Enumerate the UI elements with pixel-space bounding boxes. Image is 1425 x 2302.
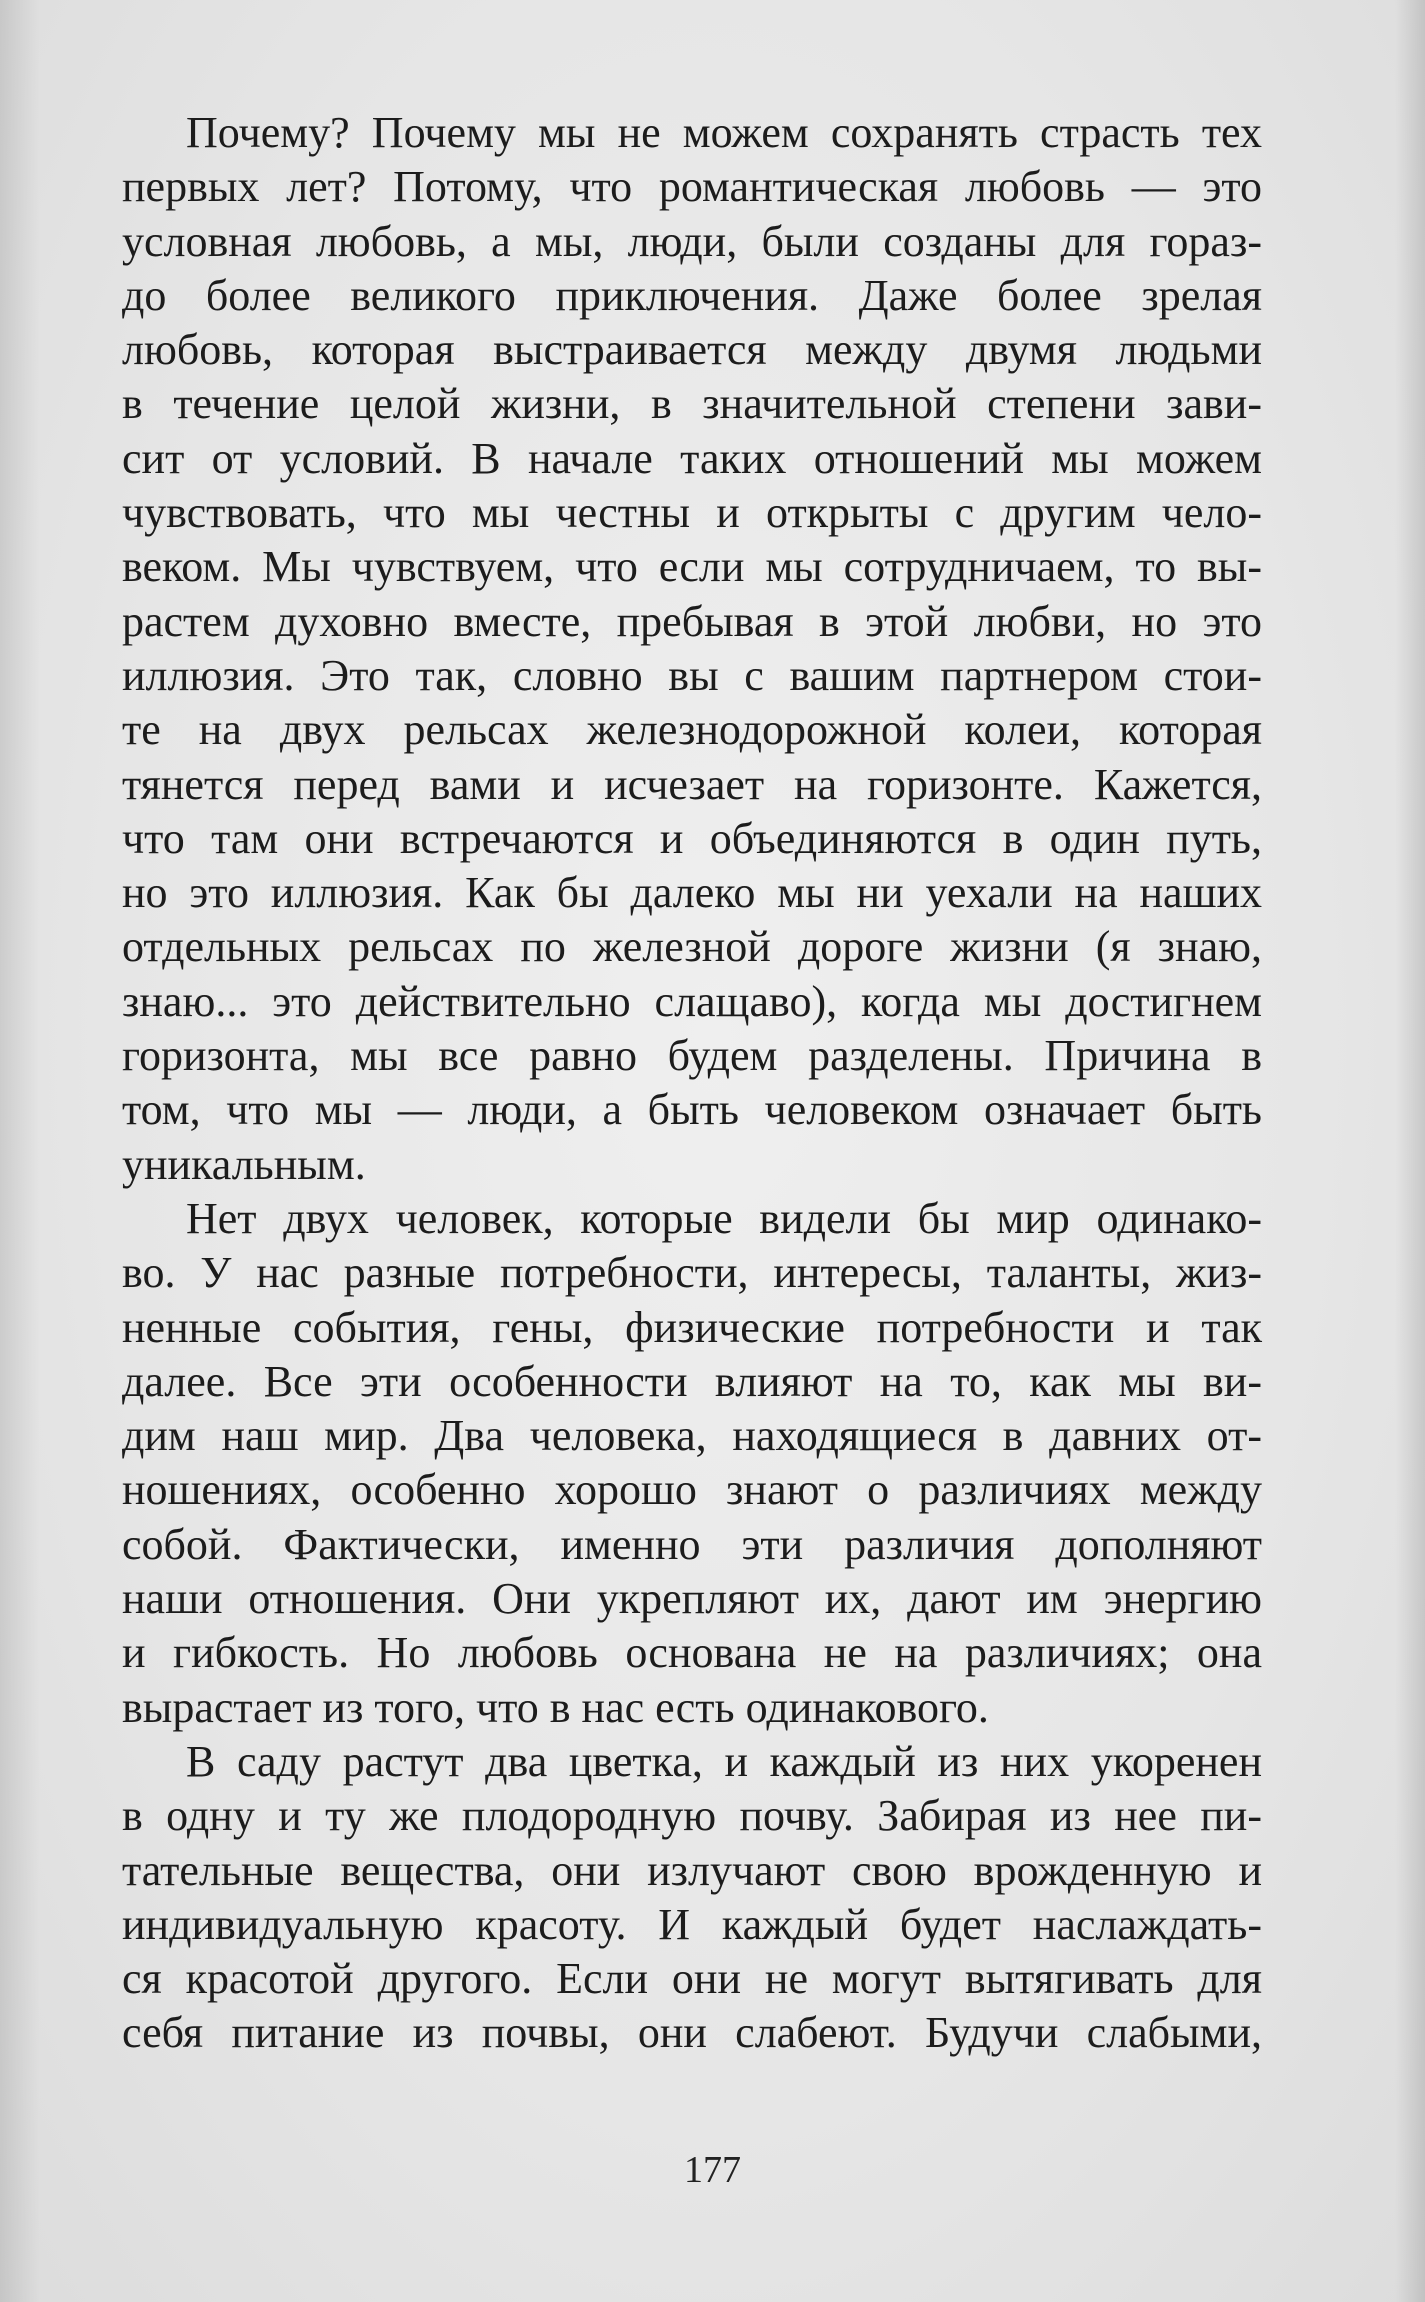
text-line: отдельных рельсах по железной дороге жизни (я знаю, [122,922,1262,972]
text-line: в одну и ту же плодородную почву. Забирая из нее пи- [122,1791,1262,1841]
text-line: условная любовь, а мы, люди, были созданы для гораз- [122,216,1262,266]
text-line: ненные события, гены, физические потребности и так [122,1302,1262,1352]
text-line: ношениях, особенно хорошо знают о различиях между [122,1465,1262,1515]
text-line: чувствовать, что мы честны и открыты с другим чело- [122,488,1262,538]
text-line: сит от условий. В начале таких отношений мы можем [122,433,1262,483]
text-line: те на двух рельсах железнодорожной колеи, которая [122,705,1262,755]
text-line: индивидуальную красоту. И каждый будет наслаждать- [122,1899,1262,1949]
text-line: собой. Фактически, именно эти различия дополняют [122,1519,1262,1569]
text-line: но это иллюзия. Как бы далеко мы ни уехали на наших [122,868,1262,918]
text-line: В саду растут два цветка, и каждый из них укоренен [186,1736,1262,1786]
body-text [122,106,1262,2061]
text-line: во. У нас разные потребности, интересы, таланты, жиз- [122,1248,1262,1298]
text-line: далее. Все эти особенности влияют на то, как мы ви- [122,1356,1262,1406]
text-line: том, что мы — люди, а быть человеком означает быть [122,1085,1262,1135]
text-line: первых лет? Потому, что романтическая любовь — это [122,162,1262,212]
text-line: веком. Мы чувствуем, что если мы сотрудничаем, то вы- [122,542,1262,592]
text-line: горизонта, мы все равно будем разделены. Причина в [122,1031,1262,1081]
text-line: любовь, которая выстраивается между двумя людьми [122,325,1262,375]
text-line: наши отношения. Они укрепляют их, дают им энергию [122,1574,1262,1624]
text-line: растем духовно вместе, пребывая в этой любви, но это [122,596,1262,646]
text-line: дим наш мир. Два человека, находящиеся в давних от- [122,1411,1262,1461]
text-line: ся красотой другого. Если они не могут вытягивать для [122,1954,1262,2004]
text-line: знаю... это действительно слащаво), когда мы достигнем [122,976,1262,1026]
text-line: иллюзия. Это так, словно вы с вашим партнером стои- [122,650,1262,700]
text-line: вырастает из того, что в нас есть одинакового. [122,1682,989,1732]
text-line: Нет двух человек, которые видели бы мир одинако- [186,1193,1262,1243]
text-line: и гибкость. Но любовь основана не на различиях; она [122,1628,1262,1678]
text-line: в течение целой жизни, в значительной степени зави- [122,379,1262,429]
text-line: уникальным. [122,1139,366,1189]
text-line: до более великого приключения. Даже более зрелая [122,270,1262,320]
page-number: 177 [684,2149,741,2191]
text-line: что там они встречаются и объединяются в один путь, [122,813,1262,863]
text-line: Почему? Почему мы не можем сохранять страсть тех [186,108,1262,157]
text-line: тянется перед вами и исчезает на горизонте. Кажется, [122,759,1262,809]
text-line: себя питание из почвы, они слабеют. Будучи слабыми, [122,2008,1262,2058]
text-line: тательные вещества, они излучают свою врожденную и [122,1845,1262,1895]
